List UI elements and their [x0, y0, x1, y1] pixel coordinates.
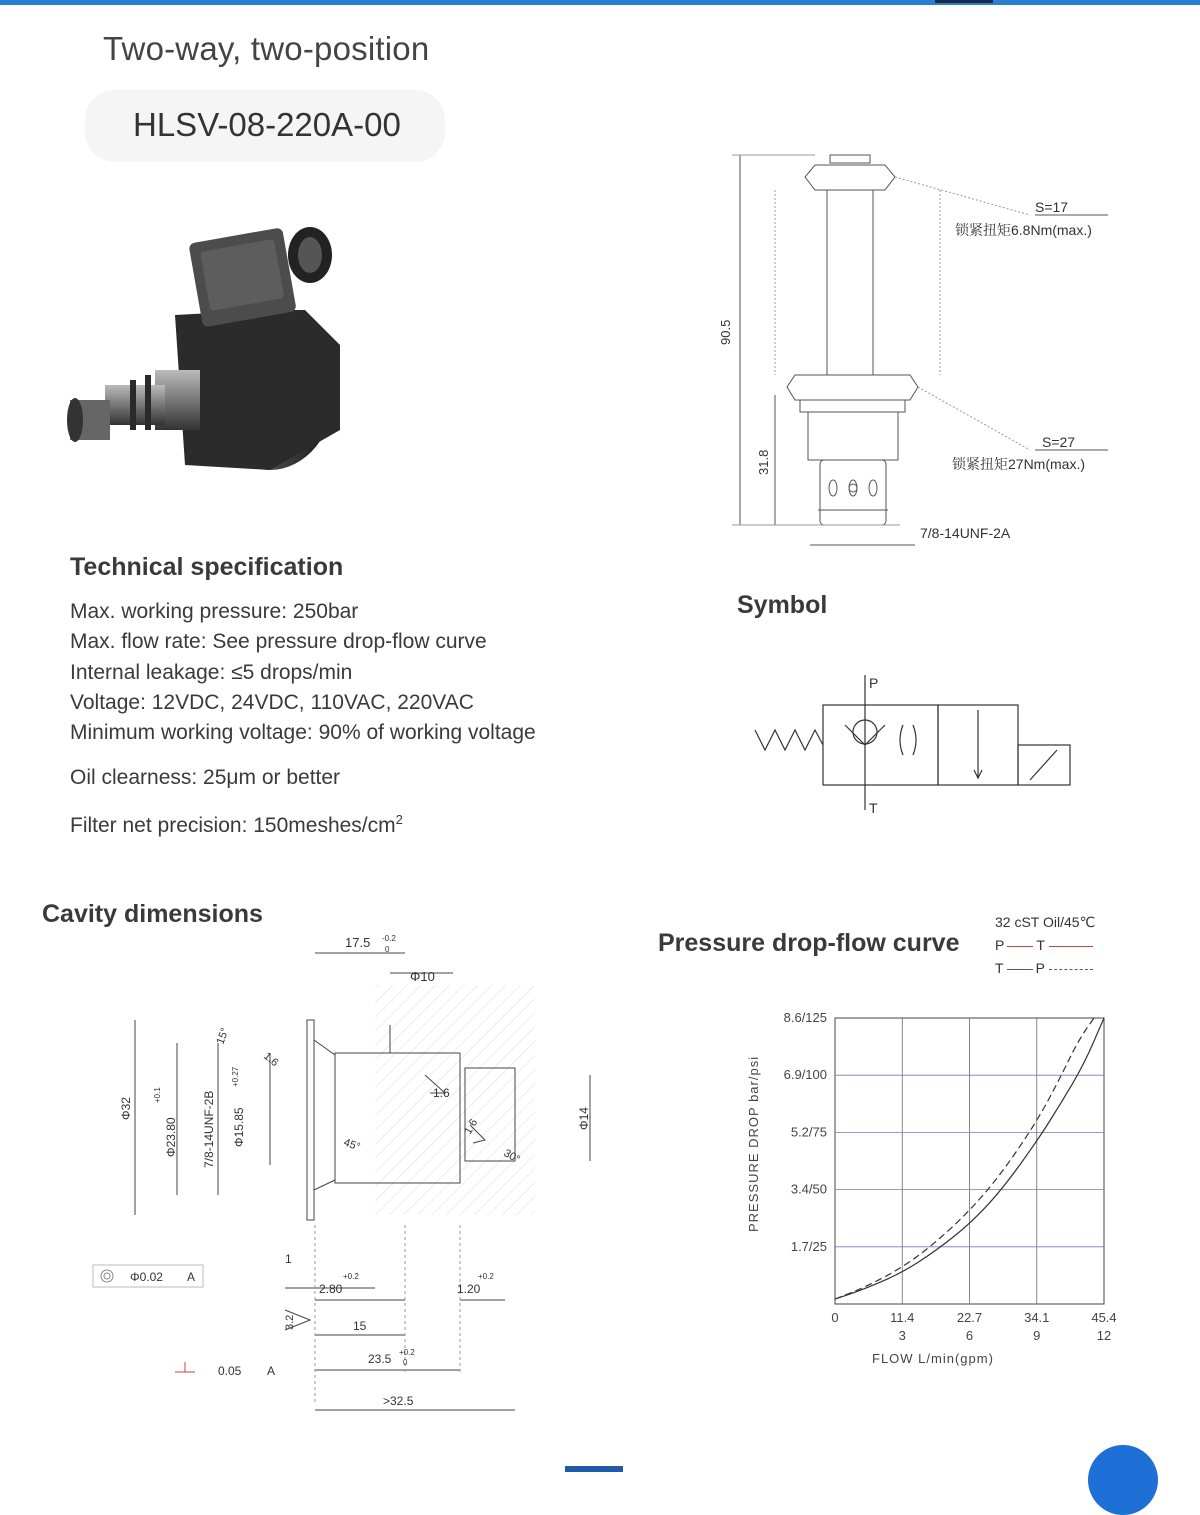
x-tick-label-gpm: 12 [1096, 1328, 1112, 1343]
dim-thread-2b: 7/8-14UNF-2B [202, 1090, 216, 1168]
x-tick-label-lpm: 22.7 [956, 1310, 983, 1325]
hex-size-bottom: S=27 [1042, 434, 1076, 450]
angle-30: 30° [501, 1147, 522, 1166]
hydraulic-symbol [745, 670, 1085, 820]
page-tab [565, 1466, 623, 1472]
x-tick-label-gpm: 6 [965, 1328, 974, 1343]
roughness-3-2: 3.2 [284, 1314, 296, 1330]
dim-1-20: 1.20 [457, 1282, 481, 1296]
dim-1-20-tol: +0.2 [478, 1272, 494, 1281]
oil-condition: 32 cST Oil/45℃ [995, 914, 1096, 930]
port-t-label: T [869, 800, 878, 816]
section-badge [1088, 1445, 1158, 1515]
symbol-heading: Symbol [737, 591, 828, 619]
spec-pressure: Max. working pressure: 250bar [70, 600, 359, 623]
legend-t-p-from: T [995, 960, 1004, 976]
roughness-1-6-c: 1.6 [462, 1117, 481, 1137]
page-title: Two-way, two-position [103, 30, 430, 67]
model-number: HLSV-08-220A-00 [133, 106, 401, 143]
spec-flow-rate: Max. flow rate: See pressure drop-flow curve [70, 630, 487, 653]
perpendicularity-ref: A [267, 1364, 276, 1378]
legend-p-t-from: P [995, 937, 1005, 953]
angle-15: 15° [214, 1026, 232, 1047]
dim-phi23-tol: +0.1 [153, 1087, 162, 1103]
hex-size-top: S=17 [1035, 199, 1069, 215]
angle-45: 45° [341, 1136, 362, 1154]
cavity-heading: Cavity dimensions [42, 900, 263, 928]
legend-t-p-to: P [1035, 960, 1045, 976]
legend-p-t [995, 937, 1093, 953]
dim-2-80: 2.80 [319, 1282, 343, 1296]
dim-23-5-tol-lower: 0 [403, 1358, 408, 1367]
valve-dimension-drawing [700, 145, 1130, 555]
dim-lower-length: 31.8 [756, 449, 771, 475]
dim-phi15-tol: +0.27 [231, 1066, 240, 1087]
dim-phi23-80: Φ23.80 [164, 1117, 178, 1157]
valve-photo [55, 215, 365, 485]
y-tick-label: 1.7/25 [790, 1238, 827, 1254]
thread-spec: 7/8-14UNF-2A [920, 525, 1011, 541]
spec-leakage: Internal leakage: ≤5 drops/min [70, 661, 353, 684]
spec-filter-text: Filter net precision: 150meshes/cm [70, 814, 396, 837]
legend-t-p [995, 960, 1093, 976]
legend-line-dashed [1007, 969, 1033, 970]
dim-32-5: >32.5 [383, 1394, 414, 1408]
dim-phi32: Φ32 [119, 1097, 133, 1120]
dim-23-5-tol: +0.2 [399, 1348, 415, 1357]
y-tick-label: 3.4/50 [790, 1181, 827, 1197]
technical-spec-heading: Technical specification [70, 553, 344, 581]
top-tab-mark [935, 0, 993, 3]
dim-2-80-tol: +0.2 [343, 1272, 359, 1281]
spec-min-voltage: Minimum working voltage: 90% of working voltage [70, 721, 536, 744]
legend-p-t-to: T [1036, 937, 1045, 953]
roughness-1-6-b: 1.6 [433, 1086, 450, 1100]
y-tick-label: 6.9/100 [783, 1067, 827, 1083]
roughness-1-6-a: 1.6 [261, 1050, 281, 1070]
chart-ticks [784, 1010, 1117, 1343]
top-accent-bar [0, 0, 1200, 5]
y-tick-label: 5.2/75 [790, 1124, 827, 1140]
spec-filter [70, 812, 403, 838]
concentricity-value: Φ0.02 [130, 1270, 163, 1284]
x-tick-label-gpm: 3 [898, 1328, 906, 1343]
curve-heading: Pressure drop-flow curve [658, 929, 960, 957]
perpendicularity-value: 0.05 [218, 1364, 242, 1378]
x-tick-label-gpm: 9 [1033, 1328, 1041, 1343]
chart-y-axis-label: PRESSURE DROP bar/psi [746, 1055, 761, 1232]
x-tick-label-lpm: 11.4 [890, 1310, 915, 1325]
dim-total-length: 90.5 [718, 319, 733, 345]
legend-line-solid-2 [1049, 946, 1093, 947]
x-tick-label-lpm: 34.1 [1024, 1310, 1050, 1325]
port-p-label: P [869, 675, 879, 691]
y-tick-label: 8.6/125 [783, 1010, 827, 1025]
legend-line-dashed-2 [1049, 969, 1093, 970]
dim-phi10: Φ10 [410, 969, 435, 984]
dim-23-5: 23.5 [368, 1352, 392, 1366]
x-tick-label-lpm: 45.4 [1091, 1310, 1117, 1325]
spec-filter-superscript: 2 [395, 812, 403, 827]
dim-phi14: Φ14 [577, 1107, 591, 1130]
chart-grid [835, 1018, 1104, 1304]
dim-phi15-85: Φ15.85 [232, 1107, 246, 1147]
chart-x-axis-label: FLOW L/min(gpm) [872, 1351, 994, 1366]
pressure-flow-chart [740, 1000, 1140, 1380]
x-tick-label-lpm: 0 [831, 1310, 839, 1325]
torque-top: 锁紧扭矩6.8Nm(max.) [955, 222, 1092, 238]
dim-top-tol-upper: -0.2 [382, 934, 396, 943]
legend-line-solid [1007, 946, 1033, 947]
dim-top-17-5: 17.5 [345, 935, 371, 950]
torque-bottom: 锁紧扭矩27Nm(max.) [952, 456, 1086, 472]
cavity-drawing [85, 925, 625, 1425]
spec-voltage: Voltage: 12VDC, 24VDC, 110VAC, 220VAC [70, 691, 474, 714]
concentricity-ref: A [187, 1270, 196, 1284]
spec-oil-clearness: Oil clearness: 25μm or better [70, 766, 341, 789]
dim-top-tol-lower: 0 [385, 945, 390, 954]
dim-15: 15 [353, 1319, 367, 1333]
series-line-t-p [835, 1018, 1094, 1299]
dim-1: 1 [285, 1252, 292, 1266]
